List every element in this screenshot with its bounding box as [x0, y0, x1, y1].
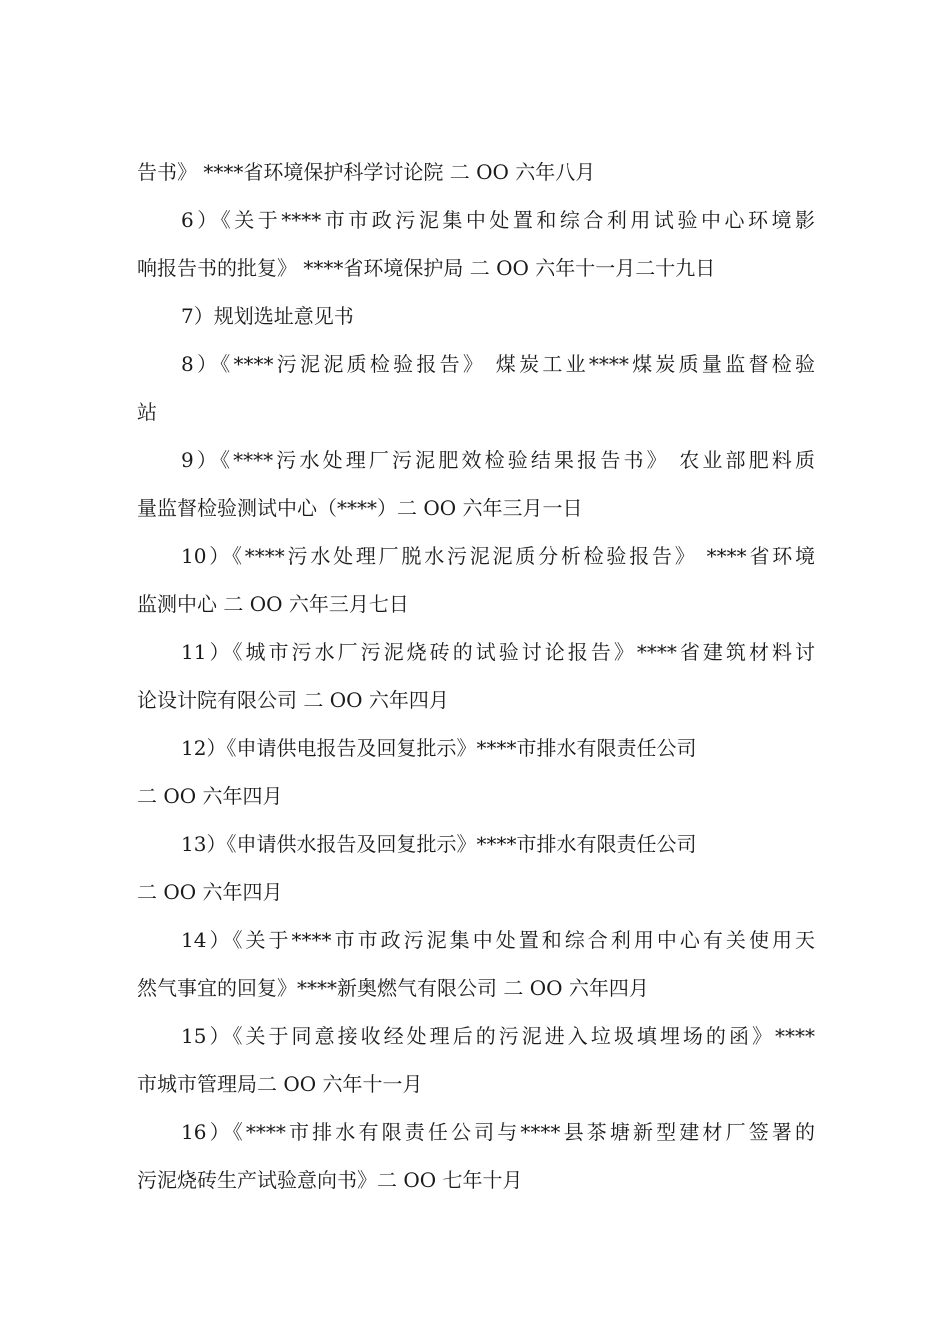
- text-line: 14）《关于****市市政污泥集中处置和综合利用中心有关使用天: [181, 928, 815, 952]
- text-line: 7）规划选址意见书: [181, 304, 354, 328]
- text-line: 二 OO 六年四月: [137, 880, 283, 904]
- text-line: 论设计院有限公司 二 OO 六年四月: [137, 688, 449, 712]
- text-line: 11）《城市污水厂污泥烧砖的试验讨论报告》****省建筑材料讨: [181, 640, 815, 664]
- text-line: 8）《****污泥泥质检验报告》 煤炭工业****煤炭质量监督检验: [181, 352, 815, 376]
- text-line: 10）《****污水处理厂脱水污泥泥质分析检验报告》 ****省环境: [181, 544, 815, 568]
- text-line: 污泥烧砖生产试验意向书》二 OO 七年十月: [137, 1168, 523, 1192]
- text-line: 13）《申请供水报告及回复批示》****市排水有限责任公司: [181, 832, 697, 856]
- text-line: 站: [137, 400, 157, 424]
- text-line: 市城市管理局二 OO 六年十一月: [137, 1072, 423, 1096]
- document-body: [137, 148, 815, 1204]
- text-line: 16）《****市排水有限责任公司与****县茶塘新型建材厂签署的: [181, 1120, 815, 1144]
- text-line: 12）《申请供电报告及回复批示》****市排水有限责任公司: [181, 736, 697, 760]
- text-line: 量监督检验测试中心（****）二 OO 六年三月一日: [137, 496, 583, 520]
- text-line: 告书》 ****省环境保护科学讨论院 二 OO 六年八月: [137, 160, 596, 184]
- text-line: 二 OO 六年四月: [137, 784, 283, 808]
- text-line: 9）《****污水处理厂污泥肥效检验结果报告书》 农业部肥料质: [181, 448, 815, 472]
- text-line: 15）《关于同意接收经处理后的污泥进入垃圾填埋场的函》****: [181, 1024, 815, 1048]
- text-line: 6）《关于****市市政污泥集中处置和综合利用试验中心环境影: [181, 208, 815, 232]
- text-line: 然气事宜的回复》****新奥燃气有限公司 二 OO 六年四月: [137, 976, 649, 1000]
- text-line: 监测中心 二 OO 六年三月七日: [137, 592, 409, 616]
- text-line: 响报告书的批复》 ****省环境保护局 二 OO 六年十一月二十九日: [137, 256, 716, 280]
